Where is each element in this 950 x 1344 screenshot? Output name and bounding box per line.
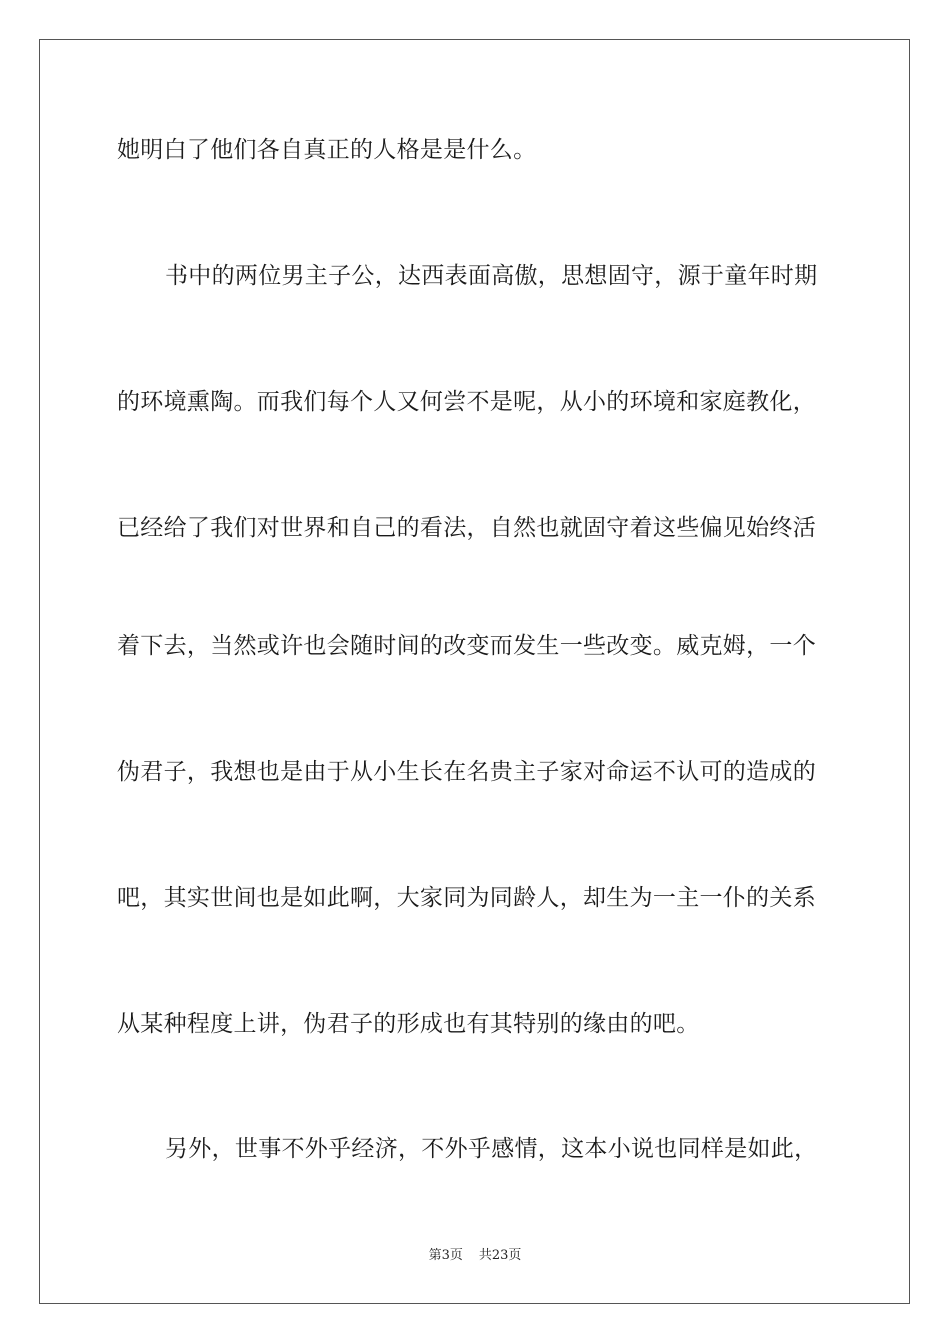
text-line: 着下去，当然或许也会随时间的改变而发生一些改变。威克姆，一个 <box>117 633 816 659</box>
text-line: 吧，其实世间也是如此啊，大家同为同龄人，却生为一主一仆的关系 <box>117 885 816 911</box>
text-line: 已经给了我们对世界和自己的看法，自然也就固守着这些偏见始终活 <box>117 515 816 541</box>
page-border <box>39 39 910 1304</box>
paragraph-first-line: 另外，世事不外乎经济，不外乎感情，这本小说也同样是如此， <box>165 1136 818 1162</box>
page-footer <box>0 1248 950 1264</box>
page-number: 第3页 <box>428 1248 463 1263</box>
text-line: 的环境熏陶。而我们每个人又何尝不是呢，从小的环境和家庭教化， <box>117 389 816 415</box>
text-line: 她明白了他们各自真正的人格是是什么。 <box>117 137 537 163</box>
text-line: 从某种程度上讲，伪君子的形成也有其特别的缘由的吧。 <box>117 1011 700 1037</box>
total-pages: 共23页 <box>478 1248 522 1263</box>
paragraph-first-line: 书中的两位男主子公，达西表面高傲，思想固守，源于童年时期 <box>165 263 818 289</box>
text-line: 伪君子，我想也是由于从小生长在名贵主子家对命运不认可的造成的 <box>117 759 816 785</box>
